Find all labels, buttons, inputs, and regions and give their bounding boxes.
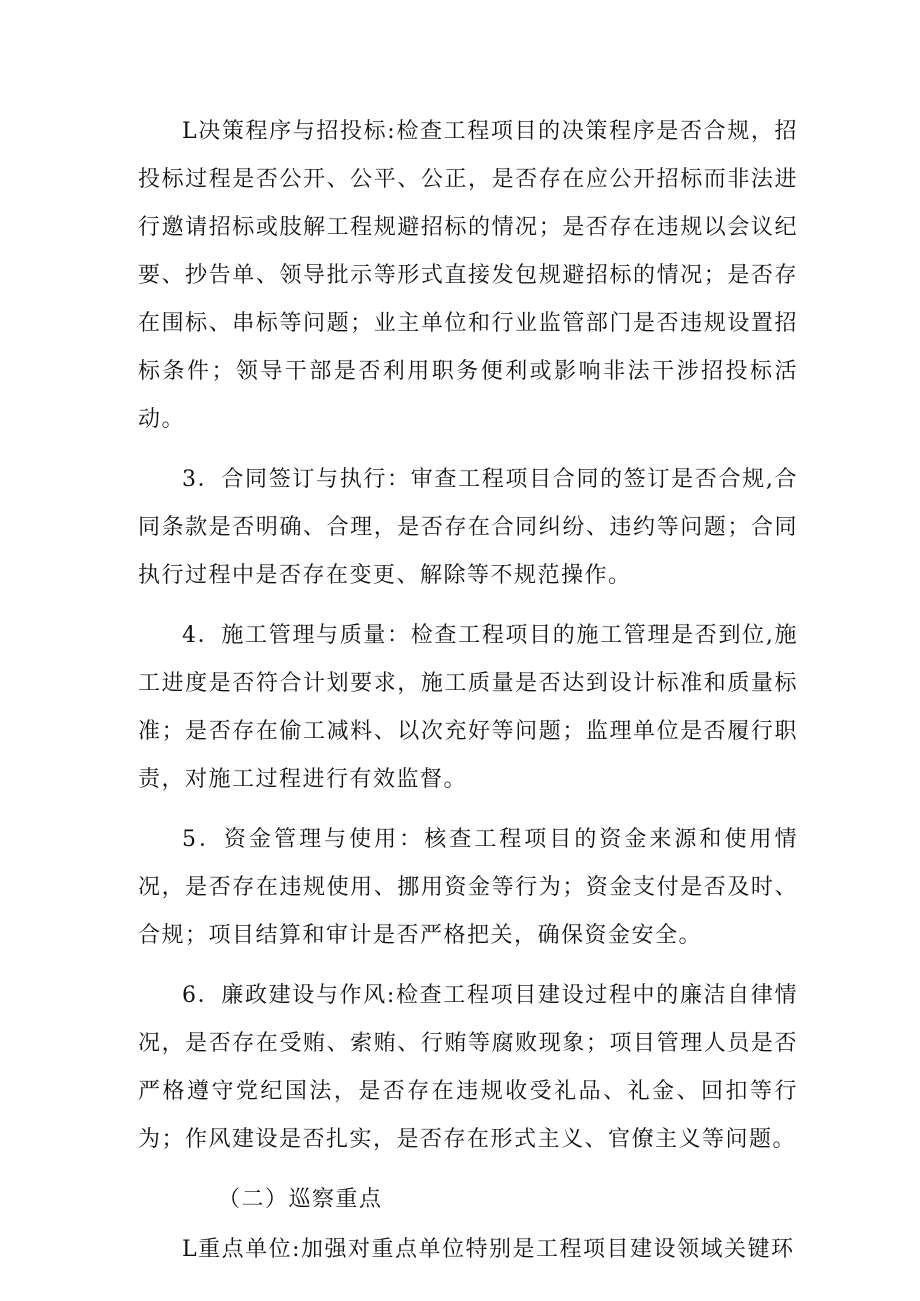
- section-heading-inspection-focus: （二）巡察重点: [218, 1187, 383, 1212]
- paragraph-contract: 3．合同签订与执行：审查工程项目合同的签订是否合规,合同条款是否明确、合理，是否存在合同纠纷、违约等问题；合同执行过程中是否存在变更、解除等不规范操作。: [138, 467, 798, 588]
- document-body: [138, 108, 798, 1286]
- paragraph-decision-bidding: L决策程序与招投标:检查工程项目的决策程序是否合规，招投标过程是否公开、公平、公正，是否存在应公开招标而非法进行邀请招标或肢解工程规避招标的情况；是否存在违规以会议纪要、抄告单、领导批示等形式直接发包规避招标的情况；是否存在围标、串标等问题；业主单位和行业监管部门是否违规设置招标条件；领导干部是否利用职务便利或影响非法干涉招投标活动。: [138, 119, 798, 432]
- paragraph-funds: 5．资金管理与使用：核查工程项目的资金来源和使用情况，是否存在违规使用、挪用资金等行为；资金支付是否及时、合规；项目结算和审计是否严格把关，确保资金安全。: [138, 827, 798, 948]
- paragraph-construction-quality: 4．施工管理与质量：检查工程项目的施工管理是否到位,施工进度是否符合计划要求，施工质量是否达到设计标准和质量标准；是否存在偷工减料、以次充好等问题；监理单位是否履行职责，对施工过程进行有效监督。: [138, 623, 798, 792]
- paragraph-key-units: L重点单位:加强对重点单位特别是工程项目建设领域关键环: [182, 1237, 795, 1262]
- paragraph-integrity: 6．廉政建设与作风:检查工程项目建设过程中的廉洁自律情况，是否存在受贿、索贿、行贿等腐败现象；项目管理人员是否严格遵守党纪国法，是否存在违规收受礼品、礼金、回扣等行为；作风建设是否扎实，是否存在形式主义、官僚主义等问题。: [138, 983, 798, 1152]
